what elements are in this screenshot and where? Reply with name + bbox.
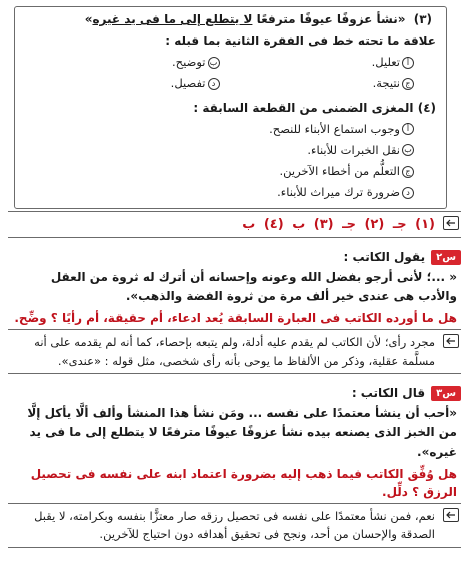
option-b[interactable]: بتوضيح. (25, 52, 220, 73)
question-2-answer (8, 329, 461, 374)
quote-3: (٣) «نشأ عزوفًا عيوفًا مترفعًا لا يتطلع إلى ما فى يد غيره» (84, 12, 432, 26)
q4-option-b[interactable]: بنقل الخبرات للأبناء. (25, 140, 414, 161)
question-3-prompt: هل وُفِّق الكاتب فيما ذهب إليه بضرورة اعتماد ابنه على نفسه فى تحصيل الرزق ؟ دلِّل. (30, 466, 457, 499)
q4-question: (٤) المغزى الضمنى من القطعة السابقة : (193, 100, 436, 115)
underlined-phrase: لا يتطلع إلى ما فى يد غيره (92, 12, 253, 26)
answer-key-row (8, 211, 461, 239)
question-2-prompt: هل ما أورده الكاتب فى العبارة السابقة يُعد ادعاء، أم حقيقة، أم رأيًا ؟ وضِّح. (14, 311, 457, 326)
arrow-box-icon (443, 508, 459, 522)
letter-circle-icon: ب (402, 144, 414, 156)
q4-option-a[interactable]: أوجوب استماع الأبناء للنصح. (25, 119, 414, 140)
relation-options (25, 52, 436, 95)
question-2-quote: « ...؛ لأنى أرجو بفضل الله وعونه وإحسانه أن أترك له ثروة من العقل والأدب هى عندى خير ألف مرة من ثروة الفضة والذهب». (50, 270, 457, 304)
question-3-head: س٣ قال الكاتب : (8, 384, 461, 402)
letter-circle-icon: د (402, 187, 414, 199)
option-d[interactable]: دتفصيل. (25, 73, 220, 94)
arrow-box-icon (443, 334, 459, 348)
option-a[interactable]: أتعليل. (220, 52, 415, 73)
letter-circle-icon: أ (402, 57, 414, 69)
question-badge: س٢ (431, 250, 461, 265)
letter-circle-icon: ب (208, 57, 220, 69)
answer-text: مجرد رأى؛ لأن الكاتب لم يقدم عليه أدلة، ولم يتبعه بإحصاء، كما أنه لم يقدمه على أنه مسلَّمة عقلية، وذكر من الألفاظ ما يوحى بأنه رأى شخصى، مثل قوله : «عندى». (34, 335, 435, 368)
q4-options (25, 119, 436, 204)
quote-3-number: (٣) (413, 12, 432, 26)
q4-option-c[interactable]: جالتعلُّم من أخطاء الآخرين. (25, 161, 414, 182)
question-3 (8, 384, 461, 547)
relation-question: علاقة ما تحته خط فى الفقرة الثانية بما قبله : (165, 34, 436, 48)
answer-text: نعم، فمن نشأ معتمدًا على نفسه فى تحصيل رزقه صار معتزًّا بنفسه وبكرامته، لا يقبل الصدقة والإحسان من أحد، ونجح فى تحقيق أهدافه دون احتياج للآخرين. (34, 508, 435, 542)
mcq-box (14, 6, 447, 209)
question-3-quote: «أحب أن ينشأ معتمدًا على نفسه ... ومَن نشأ هذا المنشأ وألف ألَّا يأكل إلَّا من الخبز الذى يصنعه بيده نشأ عزوفًا عيوفًا مترفعًا لا يتطلع إلى ما فى يد غيره». (27, 406, 457, 459)
letter-circle-icon: أ (402, 123, 414, 135)
question-2-head: س٢ يقول الكاتب : (8, 248, 461, 266)
option-c[interactable]: جنتيجة. (220, 73, 415, 94)
letter-circle-icon: ج (402, 166, 414, 178)
answer-key: (١) جـ (٢) جـ (٣) ب (٤) ب (242, 216, 435, 232)
question-badge: س٣ (431, 386, 461, 401)
letter-circle-icon: د (208, 78, 220, 90)
question-2 (8, 248, 461, 374)
letter-circle-icon: ج (402, 78, 414, 90)
question-3-answer (8, 503, 461, 548)
arrow-box-icon (443, 216, 459, 230)
q4-option-d[interactable]: دضرورة ترك ميراث للأبناء. (25, 182, 414, 203)
